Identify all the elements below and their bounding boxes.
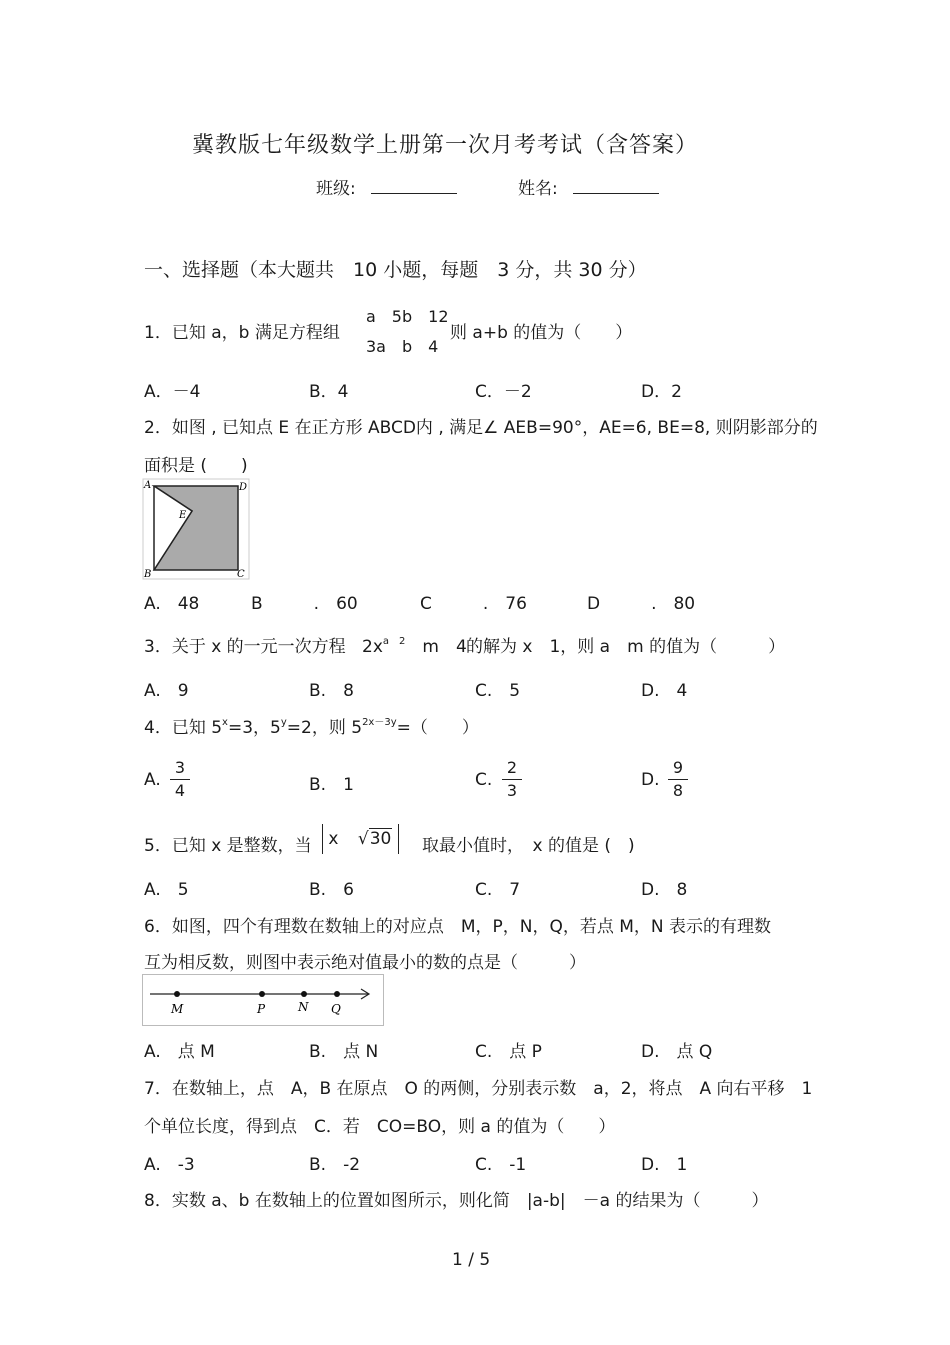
q7-option-d: D. 1 [641, 1155, 688, 1175]
label-c: C [237, 569, 245, 580]
q8-line1: 8．实数 a、b 在数轴上的位置如图所示，则化简 |a-b| －a 的结果为（ ） [144, 1191, 769, 1211]
point-p [259, 991, 265, 997]
q5-option-b: B. 6 [309, 880, 354, 900]
q4-option-d-fraction [668, 758, 688, 801]
q4-option-b: B. 1 [309, 775, 354, 795]
q4-d-numerator: 9 [672, 758, 684, 777]
q2-option-a: A. 48 [144, 594, 200, 614]
q2-line1: 2．如图 , 已知点 E 在正方形 ABCD内 , 满足∠ AEB=90°，AE=6, BE=8, 则阴影部分的 [144, 418, 818, 438]
q5-x: x [328, 829, 339, 849]
q1-eq-row1: a 5b 12 [366, 307, 449, 326]
class-blank [371, 177, 457, 194]
q1-option-b: B．4 [309, 382, 349, 402]
name-field [518, 174, 659, 199]
q6-option-c: C. 点 P [475, 1042, 542, 1062]
q5-suffix: 取最小值时， x 的值是 ( ) [422, 836, 635, 856]
q3-exponent: a 2 [382, 636, 406, 647]
name-label: 姓名: [518, 179, 558, 199]
label-b: B [144, 569, 152, 580]
q3-suffix: 的解为 x 1，则 a m 的值为（ ） [466, 637, 786, 657]
q7-option-b: B. -2 [309, 1155, 361, 1175]
label-d: D [239, 482, 248, 493]
q1-option-c: C．－2 [475, 382, 532, 402]
q1-eq-row2: 3a b 4 [366, 337, 439, 356]
q6-option-a: A. 点 M [144, 1042, 215, 1062]
label-q: Q [331, 1002, 341, 1016]
q5-option-d: D. 8 [641, 880, 688, 900]
document-title: 冀教版七年级数学上册第一次月考考试（含答案） [192, 133, 699, 158]
q4-exp-x: x [222, 717, 228, 728]
name-blank [573, 177, 659, 194]
q3-option-c: C. 5 [475, 681, 521, 701]
label-m: M [171, 1002, 184, 1016]
sqrt-sign: √ [357, 829, 369, 849]
q4-option-a-label: A. [144, 770, 161, 790]
q1-suffix: 则 a+b 的值为（ ） [450, 323, 633, 343]
q6-line1: 6．如图，四个有理数在数轴上的对应点 M，P，N，Q，若点 M，N 表示的有理数 [144, 917, 772, 937]
class-field [316, 174, 457, 199]
q4-option-a-fraction [170, 758, 190, 801]
q4-c-denominator: 3 [506, 781, 518, 800]
q3-prefix: 3．关于 x 的一元一次方程 [144, 637, 346, 657]
q4-c-numerator: 2 [506, 758, 518, 777]
q3-equation [362, 632, 467, 657]
q4-a-denominator: 4 [174, 781, 186, 800]
q4-mid1: =3，5 [227, 718, 281, 738]
q5-prefix: 5．已知 x 是整数，当 [144, 836, 312, 856]
q7-option-a: A. -3 [144, 1155, 195, 1175]
square-figure [142, 478, 250, 580]
q3-option-d: D. 4 [641, 681, 688, 701]
q1-option-d: D．2 [641, 382, 682, 402]
q4-suffix: =（ ） [396, 718, 479, 738]
q3-eq-base: 2x [362, 637, 383, 657]
class-label: 班级: [316, 179, 356, 199]
q7-option-c: C. -1 [475, 1155, 527, 1175]
label-a: A [144, 480, 152, 491]
q5-radicand: 30 [369, 829, 392, 849]
q1-prefix: 1．已知 a，b 满足方程组 [144, 323, 340, 343]
q6-option-b: B. 点 N [309, 1042, 379, 1062]
point-q [334, 991, 340, 997]
q2-line2: 面积是 ( ) [144, 456, 248, 476]
q5-option-a: A. 5 [144, 880, 189, 900]
q2-option-b: B . 60 [251, 594, 358, 614]
q2-option-d: D . 80 [587, 594, 696, 614]
number-line-diagram [142, 974, 384, 1026]
label-p: P [257, 1002, 266, 1016]
point-n [301, 991, 307, 997]
q6-option-d: D. 点 Q [641, 1042, 713, 1062]
q4-prefix: 4．已知 5 [144, 718, 223, 738]
label-n: N [298, 1000, 309, 1014]
q4-stem [144, 713, 479, 738]
q7-line1: 7．在数轴上，点 A，B 在原点 O 的两侧，分别表示数 a，2，将点 A 向右平移 1 [144, 1079, 813, 1099]
q4-exp-y: y [280, 717, 287, 728]
q2-option-c: C . 76 [420, 594, 527, 614]
q3-option-b: B. 8 [309, 681, 354, 701]
q5-abs-expression [322, 824, 399, 854]
abs-bar-left [322, 824, 323, 854]
section-heading: 一、选择题（本大题共 10 小题，每题 3 分，共 30 分） [144, 259, 647, 281]
q5-option-c: C. 7 [475, 880, 521, 900]
q4-option-c-fraction [502, 758, 522, 801]
q4-option-c-label: C. [475, 770, 493, 790]
q4-d-denominator: 8 [672, 781, 684, 800]
abs-bar-right [398, 824, 399, 854]
q1-option-a: A．－4 [144, 382, 201, 402]
point-m [174, 991, 180, 997]
page-number: 1 / 5 [452, 1250, 491, 1270]
q3-eq-rest: m 4 [405, 637, 467, 657]
q4-option-d-label: D. [641, 770, 660, 790]
q4-a-numerator: 3 [174, 758, 186, 777]
q7-line2: 个单位长度，得到点 C．若 CO=BO，则 a 的值为（ ） [144, 1117, 616, 1137]
q4-mid2: =2，则 5 [286, 718, 363, 738]
square-diagram [142, 478, 250, 580]
q3-option-a: A. 9 [144, 681, 189, 701]
q6-line2: 互为相反数，则图中表示绝对值最小的数的点是（ ） [144, 953, 586, 973]
q4-exp-combined: 2x－3y [362, 717, 397, 728]
label-e: E [179, 510, 187, 521]
number-line-figure [142, 974, 384, 1026]
